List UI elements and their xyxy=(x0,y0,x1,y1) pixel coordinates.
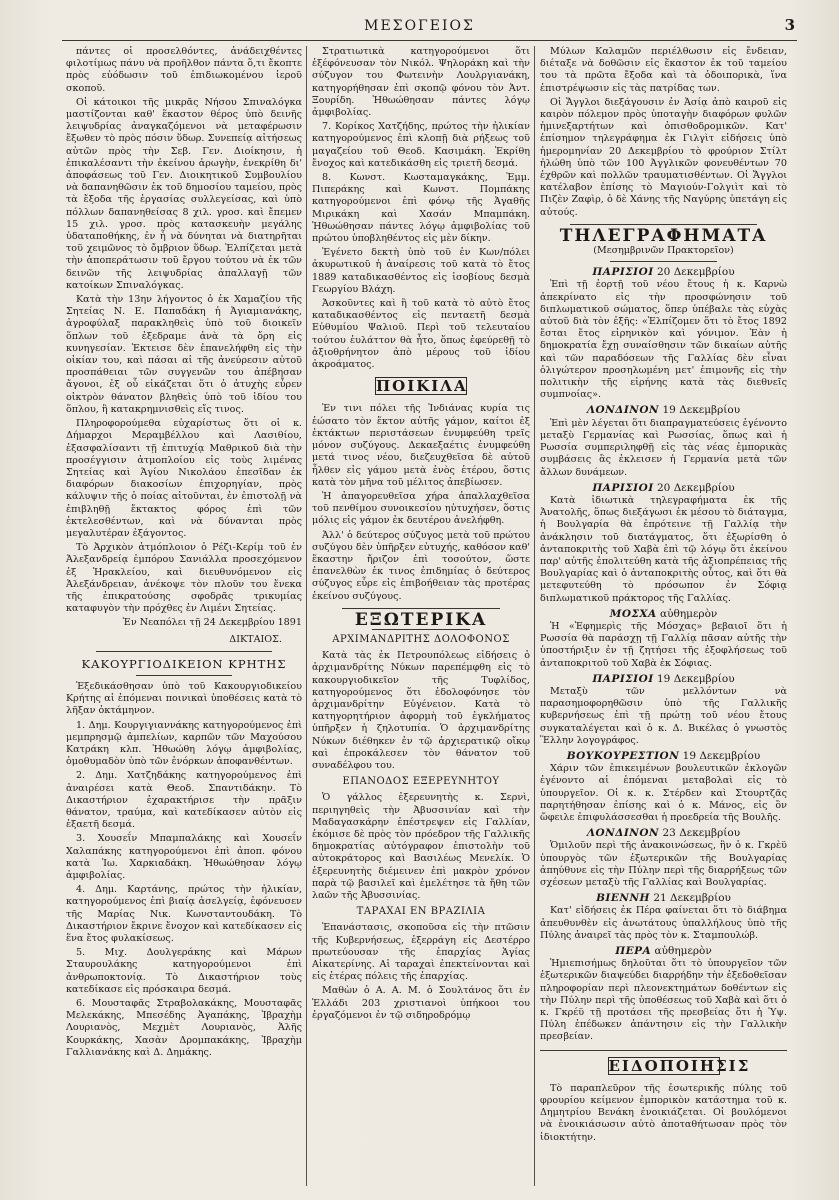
paragraph: 3. Χουσεΐν Μπαμπαλάκης καὶ Χουσεΐν Χαλαπάκης κατηγορούμενοι ἐπὶ ἀποπ. φόνου κατὰ Ἰω. Χαρκιαδάκη. Ἠθωώθησαν λόγῳ ἀμφιβολίας. xyxy=(66,833,302,881)
telegram-dateline xyxy=(540,482,787,494)
brazil-article xyxy=(312,922,530,1022)
paragraph: Ἡ ἀπαγορευθεῖσα χήρα ἀπαλλαχθεῖσα τοῦ πενθίμου συνοικεσίου ηὐτυχήσεν, ὅστις μόλις εἰς γάμον ἐκ δευτέρου ἀνελήφθη. xyxy=(312,490,530,527)
paragraph: Ἐξεδικάσθησαν ὑπὸ τοῦ Κακουργιοδικείου Κρήτης αἱ ἑπόμεναι ποινικαὶ ὑποθέσεις κατὰ τὸ λῆξαν ὀκτάμηνον. xyxy=(66,680,302,717)
headline-brazil: ΤΑΡΑΧΑΙ ΕΝ ΒΡΑΖΙΛΙΑ xyxy=(356,906,486,918)
column-divider xyxy=(534,46,535,1186)
paragraph: πάντες οἱ προσελθόντες, ἀνάδειχθέντες φιλοτίμως πάνυ νὰ προῆλθον πάντα ὅ,τι ἔκοπτε πρὸς εὐόδωσιν τοῦ ἐπιδιωκομένου ἱεροῦ σκοποῦ. xyxy=(66,46,302,94)
headline-archimandrite: ΑΡΧΙΜΑΝΔΡΙΤΗΣ ΔΟΛΟΦΟΝΟΣ xyxy=(332,633,510,645)
signature: ΔΙΚΤΑΙΟΣ. xyxy=(229,633,282,645)
page-number: 3 xyxy=(784,16,795,34)
telegram-city: ΠΑΡΙΣΙΟΙ xyxy=(592,672,654,685)
section-title-court: ΚΑΚΟΥΡΓΙΟΔΙΚΕΙΟΝ ΚΡΗΤΗΣ xyxy=(81,656,287,671)
dateline-neapolis: Ἐν Νεαπόλει τῇ 24 Δεκεμβρίου 1891 xyxy=(122,617,302,629)
paragraph: Στρατιωτικὰ κατηγορούμενοι ὅτι ἐξέφόνευσαν τὸν Νικόλ. Ψηλοράκη καὶ τὴν σύζυγον του Φωτεινὴν Λουλργιανάκη, κατηγορήθησαν ἐπὶ σκοπῷ φόνου τὸν Ἀντ. Ξουρίδη. Ἠθωώθησαν πάντες λόγῳ ἀμφιβολίας. xyxy=(312,46,530,119)
divider xyxy=(610,261,717,262)
paragraph: Μύλων Καλαμῶν περιέλθωσιν εἰς ἔνδειαν, διέταξε νὰ δοθῶσιν εἰς ἕκαστον ἐκ τοῦ ταμείου του τὰ πρῶτα ἔξοδα καὶ τὰ ὁδοιπορικὰ, ἵνα ἐπιστρέψωσιν εἰς τὰς πατρίδας των. xyxy=(540,46,787,94)
court-cases-continued xyxy=(312,46,530,371)
column-divider xyxy=(306,46,307,1186)
local-news xyxy=(66,46,302,615)
section-title-foreign: ΕΞΩΤΕΡΙΚΑ xyxy=(354,609,488,630)
masthead xyxy=(0,18,839,40)
telegram-text: Ἡ «Ἐφημερὶς τῆς Μόσχας» βεβαιοῖ ὅτι ἡ Ρωσσία θὰ παράσχῃ τῇ Γαλλίᾳ πᾶσαν αὐτῆς τὴν ὑποστήριξιν ἐν τῇ ζητήσει τῆς ἐξοφλήσεως τοῦ ἀνταποκριτοῦ τοῦ Χαβὰ ἐκ Σόφιας. xyxy=(540,620,787,669)
paragraph: Μαθὼν ὁ Α. Α. Μ. ὁ Σουλτάνος ὅτι ἐν Ἑλλάδι 203 χριστιανοὶ ὑπήκοοι του ἐργαζόμενοι ἐν τῷ σιδηροδρόμῳ xyxy=(312,985,530,1021)
telegram-city: ΠΕΡΑ xyxy=(615,945,652,958)
telegram-date: 19 Δεκεμβρίου xyxy=(682,749,761,762)
court-cases xyxy=(66,681,302,1059)
telegram-text: Κατ' εἰδήσεις ἐκ Πέρα φαίνεται ὅτι τὸ διάβημα ἀπευθυνθὲν εἰς ἀνωτάτους ὑπαλλήλους ὑπὸ τῆς Πύλης ἀναιρεῖ τὰς πρὸς τὸν κ. Σταμπουλώβ. xyxy=(540,905,787,941)
column-3 xyxy=(540,46,787,1186)
paragraph: Κατὰ τὴν 13ην λήγοντος ὁ ἐκ Χαμαζίου τῆς Σητείας Ν. Ε. Παπαδάκη ἡ Ἀγιαμιανάκης, ἀγροφύλαξ παρακληθεὶς ὑπὸ τοῦ διοικεῖν ὅπλων τοῦ ἐξεδραμε ἀνὰ τὰ ὄρη εἰς κυνηγεσίαν. Ἐκτεισε δὲν ἐπανελήφθη εἰς τὴν οἰκίαν του, καὶ πάσαι αἱ τῆς ἀνεύρεσιν αὐτοῦ προσπάθειαι τῶν συγγενῶν του ἀπέβησαν ἄγονοι, ἐξ οὗ εἰκάζεται ὅτι ὁ ἀτυχὴς εὗρεν οἰκτρὸν θάνατον βληθεὶς ὑπὸ τοῦ ἰδίου του ὅπλου, ἢ κατακρημνισθεὶς εἴς τινος. xyxy=(66,294,302,415)
telegram-date: 20 Δεκεμβρίου xyxy=(657,481,735,494)
divider xyxy=(96,651,272,652)
paragraph: Ἐγένετο δεκτὴ ὑπὸ τοῦ ἐν Κων/πόλει ἀκυρωτικοῦ ἡ ἀναίρεσις τοῦ κατὰ τὸ ἔτος 1889 καταδικασθέντος εἰς ἰσοβίους δεσμὰ Γεωργίου Βλάχη. xyxy=(312,247,530,295)
telegram-city: ΒΙΕΝΝΗ xyxy=(596,892,650,905)
section-title-telegrams: ΤΗΛΕΓΡΑΦΗΜΑΤΑ xyxy=(559,225,768,246)
headline-explorer: ΕΠΑΝΟΔΟΣ ΕΞΕΡΕΥΝΗΤΟΥ xyxy=(342,776,500,788)
section-title-miscellany: ΠΟΙΚΙΛΑ xyxy=(376,377,468,396)
telegram-reports xyxy=(540,266,787,1043)
telegram-date: 21 Δεκεμβρίου xyxy=(653,892,731,905)
paragraph: 1. Δημ. Κουργιγιαννάκης κατηγορούμενος ἐπὶ μεμπρησμῷ ἀμπελίων, καρπῶν τῶν Μαχούσου Κατράκη κλπ. Ἠθωώθη λόγῳ ἀμφιβολίας, ὁμοθυμαδὸν ὑπὸ τῶν ἐνόρκων ἀποφανθέντων. xyxy=(66,719,302,768)
archimandrite-article xyxy=(312,650,530,772)
paragraph: 5. Μιχ. Δουλγεράκης καὶ Μάρων Σταυρουλάκης κατηγορούμενοι ἐπὶ ἀνθρωποκτονίᾳ. Τὸ Δικαστήριον τοὺς κατεδίκασε εἰς πρόσκαιρα δεσμά. xyxy=(66,947,302,995)
paragraph: 6. Μουσταφᾶς Στραβολακάκης, Μουσταφᾶς Μελεκάκης, Μπεσέδης Ἀγαπάκης, Ἰβραχὴμ Λουριανὸς, Μεχμὲτ Λουριανὸς, Ἀλῆς Κουρκάκης, Χασὰν Δρομπακάκης, Ἰβραχὴμ Γαλλιανάκης καὶ Δ. Δημάκης. xyxy=(66,998,302,1058)
section-title-notice: ΕΙΔΟΠΟΙΗΣΙΣ xyxy=(608,1056,751,1075)
divider xyxy=(342,608,500,609)
telegram-city: ΛΟΝΔΙΝΟΝ xyxy=(586,827,660,840)
telegram-text: Ἐπὶ μὲν λέγεται ὅτι διαπραγματεύσεις ἐγένοντο μεταξὺ Γερμανίας καὶ Ρωσσίας, ὅπως καὶ ἡ Ρωσσία συμπεριληφθῇ εἰς τὰς νέας ἐμπορικὰς συμβάσεις ἃς ἐκλεισεν ἡ Γερμανία μετὰ τῶν ἄλλων δυνάμεων. xyxy=(540,417,787,478)
telegram-dateline xyxy=(540,608,787,620)
telegram-text: Ἐπὶ τῇ ἑορτῇ τοῦ νέου ἔτους ἡ κ. Καρνὼ ἀπεκρίνατο εἰς τὴν προσφώνησιν τοῦ διπλωματικοῦ σώματος, ὅπερ ὑπέβαλε τὰς εὐχὰς αὐτοῦ διὰ τὸν ἐξῆς: «Ἐλπίζομεν ὅτι τὸ ἔτος 1892 ἔσται ἔτος εἰρηνικὸν καὶ γόνιμον. Ἐὰν ἡ δημοκρατία ἔχῃ συναίσθησιν τῶν δικαίων αὐτῆς καὶ τῶν παραδόσεων τῆς Γαλλίας δὲν εἶναι ὀλιγώτερον προσηλωμένη μετ' ἐπιμονῆς εἰς τὴν πολιτικὴν τῆς εἰρήνης κατὰ τὰς διεθνεῖς συμπνοίας». xyxy=(540,279,787,401)
telegram-dateline xyxy=(540,945,787,957)
paragraph: Ἀσκοῦντες καὶ ἢ τοῦ κατὰ τὸ αὐτὸ ἔτος καταδικασθέντος εἰς πενταετῆ δεσμὰ Εὐθυμίου Ψαλιοῦ. Περὶ τοῦ τελευταίου τούτου ἐυλάττον θὰ ἦτο, ὅπως ἐφεύρεθῇ τὸ ἀξιοθρήνητον ἀπὸ μέρους τοῦ ἰδίου ἀκροάματος. xyxy=(312,298,530,371)
telegram-date: αὐθημερὸν xyxy=(654,945,712,958)
header-rule xyxy=(62,40,797,41)
telegram-text: Ἡμιεπισήμως δηλοῦται ὅτι τὸ ὑπουργεῖον τῶν ἐξωτερικῶν διαψεύδει διαρρήδην τὴν ἐξεδοθεῖσαν πληροφορίαν περὶ πλεονεκτημάτων δοθέντων εἰς τὴν Πύλην περὶ τῆς ὑποθέσεως τοῦ Χαβὰ καὶ ὅτι ὁ κ. Γκρέϋ τῇ προτάσει τῆς πρεσβείας ὅτι ἡ Ὑψ. Πύλη ἐπέδωκεν ἀπάντησιν εἰς τὴν Γαλλικὴν πρεσβείαν. xyxy=(540,958,787,1043)
divider xyxy=(136,675,232,676)
foreign-notes xyxy=(540,46,787,219)
telegram-dateline xyxy=(540,827,787,839)
telegram-city: ΒΟΥΚΟΥΡΕΣΤΙΟΝ xyxy=(566,749,680,762)
column-2 xyxy=(312,46,530,1186)
telegram-text: Ὁμιλοῦν περὶ τῆς ἀνακοινώσεως, ἣν ὁ κ. Γκρὲϋ ὑπουργὸς τῶν ἐξωτερικῶν τῆς Βουλγαρίας ἀπηύθυνε εἰς τὴν Πύλην περὶ τῆς διαρρήξεως τῶν σχέσεων μεταξὺ τῆς Γαλλίας καὶ Βουλγαρίας. xyxy=(540,840,787,888)
explorer-article xyxy=(312,792,530,902)
telegram-dateline xyxy=(540,892,787,904)
paragraph: 8. Κωνστ. Κωσταμαγκάκης, Ἐμμ. Πιπεράκης καὶ Κωνστ. Πομπάκης κατηγορούμενοι ἐπὶ φόνῳ τῆς Ἀγαθῆς Μιρικάκη καὶ Χασάν Μπαμπάκη. Ἠθωώθησαν πάντες λόγῳ ἀμφιβολίας τοῦ πρώτου ὑποβληθέντος εἰς μὲν δίκην. xyxy=(312,172,530,245)
telegram-text: Κατὰ ἰδιωτικὰ τηλεγραφήματα ἐκ τῆς Ἀνατολῆς, ὅπως διεξάγωσι ἐκ μέσου τὸ διάταγμα, ἡ Βουλγαρία θὰ ἐπρότεινε τῇ Γαλλίᾳ τὴν ἀνάκλησιν τοῦ διατάγματος, ὅτι ἐξωρίσθη ὁ ἀνταποκριτὴς τοῦ Χαβὰ ἐπὶ τῷ λόγῳ ὅτι ἐκείνου παρ' αὐτῆς ἐπολιτεύθη κατὰ τῆς ἀξιοπρέπειας τῆς Βουλγαρίας καὶ ὁ ἀνταποκριτὴς οὗτος, καὶ ὅτι θὰ μετεφυτεύθη τὸ πρόσωπον ἐν Σόφιᾳ διπλωματικοῦ πράκτορος τῆς Γαλλίας. xyxy=(540,494,787,604)
paragraph: Οἱ Ἄγγλοι διεξάγουσιν ἐν Ἀσίᾳ ἀπὸ καιροῦ εἰς καιρὸν πόλεμον πρὸς ὑποταγὴν διαφόρων φυλῶν ἡμινεξαρτήτων καὶ ὁπισθοδρομικῶν. Κατ' ἐπίσημον τηλεγράφημα ἐκ Γιλγὶτ εἰδήσεις ὑπὸ ἡμερομηνίαν 20 Δεκεμβρίου τὸ φρούριον Στίλτ ἠλώθη ὑπὸ τῶν 100 Ἀγγλικῶν φονευθέντων 70 ἐχθρῶν καὶ πολλῶν τραυματισθέντων. Οἱ Ἄγγλοι κατέλαβον ἐπίσης τὸ Μαγιούν-Γολγιὶτ καὶ τὸ Πιζὲν Ζαφὶρ, ὁ δὲ Χάνης τῆς Ναγύρης ὑπετάγη εἰς αὐτούς. xyxy=(540,96,787,218)
telegram-dateline xyxy=(540,750,787,762)
paragraph: Ἐπανάστασις, σκοποῦσα εἰς τὴν πτῶσιν τῆς Κυβερνήσεως, ἐξερράγη εἰς Δεστέρρο πρωτεύουσαν τῆς ἐπαρχίας Ἁγίας Αἰκατερίνης. Αἱ ταραχαὶ ἐπεκτείνονται καὶ εἰς ἑτέρας πόλεις τῆς ἐπαρχίας. xyxy=(312,922,530,983)
paragraph: 4. Δημ. Καρτάνης, πρώτος τὴν ἠλικίαν, κατηγορούμενος ἐπὶ βιαίᾳ ἀσελγείᾳ, ἐφόνευσεν τῆς Μαρίας Νικ. Κωνσταντουδάκη. Τὸ Δικαστήριον ἔκρινε ἔνοχον καὶ κατεδίκασεν εἰς ἕνα ἔτος φυλακίσεως. xyxy=(66,884,302,945)
telegram-dateline xyxy=(540,404,787,416)
paragraph: Πληροφορούμεθα εὐχαρίστως ὅτι οἱ κ. Δήμαρχοι Μεραμβέλλου καὶ Λασιθίου, ἐξασφαλίσαντι τῇ ἐπιτυχίᾳ Μαθρικοῦ διὰ τὴν προσέγγισιν ἀτμοπλοίου εἰς τοὺς λιμένας Σητείας καὶ Ἁγίου Νικολάου ἐπεσῖδαν ἐκ διαφόρων διακοσίων ἐπιχορηγίαν, πρὸς κάλυψιν τῆς ὁ ποίας αἰτοῦνται, ἐν ἐπιστολῇ νὰ ἐπιβληθῇ ἔκτακτος φόρος ἐπὶ τῶν ἐκτελεσθέντων, καὶ νὰ δύνανται πρὸς μεγαλυτέραν ἐξάγοντος. xyxy=(66,418,302,539)
telegram-date: 20 Δεκεμβρίου xyxy=(657,266,735,279)
notice-text: Τὸ παραπλεῦρον τῆς ἐσωτερικῆς πύλης τοῦ φρουρίου κείμενον ἐμπορικὸν κατάστημα τοῦ κ. Δημητρίου Βενάκη ἐνοικιάζεται. Οἱ βουλόμενοι νὰ ἐνοικιάσωσιν αὐτὸ ἀποταθήτωσαν πρὸς τὸν ἰδιοκτήτην. xyxy=(540,1082,787,1143)
paragraph: 2. Δημ. Χατζηδάκης κατηγορούμενος ἐπὶ ἀναιρέσει κατὰ Θεοδ. Σπαντιδάκην. Τὸ Δικαστήριον ἐχαρακτήρισε τὴν πρᾶξιν θάνατον, τραύμα, καὶ κατεδίκασεν αὐτὸν εἰς ἑξαετῆ δεσμά. xyxy=(66,770,302,831)
paragraph: Κατὰ τὰς ἐκ Πετρουπόλεως εἰδήσεις ὁ ἀρχιμανδρίτης Νύκων παρεπέμφθη εἰς τὸ κακουργιοδικεῖον τῆς Τυφλίδος, κατηγορούμενος ὅτι ἐδολοφόνησε τὸν ἀρχιμανδρίτην Εὐγένειον. Κατὰ τὸ κατηγορητήριον ἀφορμὴ τοῦ ἐγκλήματος ὑπῆρξεν ἡ ζηλοτυπία. Ὁ ἀρχιμανδρίτης Νύκων διέθηκεν ἐν τῷ ἀρχιερατικῷ οἴκῳ καὶ ἐπροκάλεσεν τὸν θάνατον τοῦ συναδέλφου του. xyxy=(312,650,530,771)
section-subtitle-agency: (Μεσημβρινῶν Πρακτορεῖον) xyxy=(593,245,734,257)
telegram-date: αὐθημερὸν xyxy=(660,607,718,620)
paragraph: Οἱ κάτοικοι τῆς μικρᾶς Νήσου Σπιναλόγκα μαστίζονται καθ' ἕκαστον θέρος ὑπὸ δεινῆς λειψυδρίας ἀναγκαζόμενοι νὰ μεταφέρωσιν ἔξωθεν τὸ πρὸς πόσιν ὕδωρ. Συνεπείᾳ αἰτήσεως αὐτῶν πρὸς τὴν Σεβ. Γεν. Διοίκησιν, ἡ ἐπικαλέσαντι τὴν ἐκείνου ἀρωγὴν, ἐνεκρίθη δι' ἀποφάσεως τοῦ Γεν. Διοικητικοῦ Συμβουλίου νὰ δαπανηθῶσιν ἐκ τοῦ δημοσίου ταμείου, πρὸς τὰ ἔξοδα τῆς ἐργασίας συλλεγείσας, καὶ ὑπὸ πόλλων δαπανηθείσας 8 χιλ. γροσ. καὶ ἔπεμεν 15 χιλ. γροσ. πρὸς κατασκευὴν μεγάλης ὑδαταποθήκης, ἐν ἧ νὰ δύνηται νὰ διατηρῆται τοῦ χειμῶνος τὸ ὄμβριον ὕδωρ. Ἐλπίζεται μετὰ τὴν ἀποπεράτωσιν τοῦ ἔργου τούτου νὰ ἐκ τῶν δεινῶν τῆς λειψυδρίας ἀπαλλαγῇ τῶν κατοίκων Σπιναλόγκας. xyxy=(66,96,302,291)
column-1 xyxy=(66,46,302,1186)
telegram-date: 19 Δεκεμβρίου xyxy=(662,404,741,417)
newspaper-title: ΜΕΣΟΓΕΙΟΣ xyxy=(364,18,475,34)
telegram-text: Χάριν τῶν ἐπικειμένων βουλευτικῶν ἐκλογῶν ἐγένοντο αἱ ἑπόμεναι μεταβολαὶ εἰς τὸ ὑπουργεῖον. Οἱ κ. κ. Στέρδεν καὶ Στουρτζᾶς παρητήθησαν ἐπίσης καὶ ὁ κ. Μάνος, εἰς ὃν ὤφειλε ἐπιφυλάσσεσθαι ἡ προεδρεία τῆς Βουλῆς. xyxy=(540,763,787,823)
paragraph: Ὁ γάλλος ἐξερευνητὴς κ. Σερνὶ, περιηγηθεὶς τὴν Ἀβυσσινίαν καὶ τὴν Μαδαγασκάρην ἐπέστρεψεν εἰς Γαλλίαν, ἐκόμισε δὲ πρὸς τὸν πρόεδρον τῆς Γαλλικῆς δημοκρατίας αὐτόγραφον ἐπιστολὴν τοῦ αὐτοκράτορος καὶ Βασιλέως Μενελίκ. Ὁ ἐξερευνητὴς διέμεινεν ἐπὶ μακρὸν χρόνον παρὰ τῷ βασιλεῖ καὶ ἐμελέτησε τὰ ἤθη τῶν λαῶν τῆς Ἀβυσσινίας. xyxy=(312,792,530,901)
telegram-date: 23 Δεκεμβρίου xyxy=(662,827,741,840)
telegram-city: ΜΟΣΧΑ xyxy=(609,607,657,620)
paragraph: Τὸ Ἀρχικὸν ἀτμόπλοιον ὁ Ρέζι-Κερίμ τοῦ ἐν Ἀλεξανδρείᾳ ἐμπόρου Σανιάλλα προσεχόμενον ἐξ Ἡρακλείου, καὶ διευθυνόμενον εἰς Ἀλεξάνδρειαν, ἀνέκοψε τὸν πλοῦν του ἕνεκα τῆς ἐπικρατούσης σφοδρᾶς τρικυμίας καταφυγὸν τὴν πρόχθες ἐν Λιμένι Σητείας. xyxy=(66,542,302,615)
paragraph: 7. Κορίκος Χατζήδης, πρώτος τὴν ἠλικίαν κατηγορούμενος ἐπὶ κλοπῇ διὰ ρήξεως τοῦ μαγαζείου τοῦ Θεοδ. Κασιμάκη. Ἐκρίθη ἔνοχος καὶ κατεδικάσθη εἰς τριετῆ δεσμά. xyxy=(312,121,530,169)
telegram-text: Μεταξὺ τῶν μελλόντων νὰ παρασημοφορηθῶσιν ὑπὸ τῆς Γαλλικῆς κυβερνήσεως ἐπὶ τῇ πρώτῃ τοῦ νέου ἔτους συγκαταλέγεται καὶ ὁ κ. Δ. Βικέλας ὁ γνωστὸς Ἕλλην λογογράφος. xyxy=(540,685,787,746)
telegram-dateline xyxy=(540,266,787,278)
miscellany-news xyxy=(312,403,530,602)
paragraph: Ἀλλ' ὁ δεύτερος σύζυγος μετὰ τοῦ πρώτου συζύγου δὲν ὑπῆρξεν εὐτυχής, καθόσον καθ' ἕκαστην ἤριζον ἐπὶ τοσούτον, ὥστε ἐπανελθὼν ἐκ τινος ἐπιδημίας ὁ δεύτερος σύζυγος εὗρε εἰς ἐπιβοήθειαν τὰς προτέρας ἐκείνου συζύγους. xyxy=(312,529,530,602)
telegram-dateline xyxy=(540,673,787,685)
divider xyxy=(570,224,757,225)
telegram-date: 19 Δεκεμβρίου xyxy=(657,672,735,685)
telegram-city: ΠΑΡΙΣΙΟΙ xyxy=(592,481,654,494)
divider xyxy=(540,1050,787,1051)
telegram-city: ΛΟΝΔΙΝΟΝ xyxy=(586,404,660,417)
paragraph: Ἐν τινι πόλει τῆς Ἰνδιάνας κυρία τις ἐώσατο τὸν ἕκτον αὐτῆς γάμον, καίτοι ἐξ ἐκτάκτων περιστάσεων ἐνυμφεύθη τρεῖς μόνον συζύγους. Δεκαεξαέτις ἐνυμφεύθη μετά τινος νέου, διεζευχθεῖσα δὲ αὐτοῦ ἦλθεν εἰς γάμου μετὰ ἑνὸς ἑτέρου, ὅστις κατὰ τὸν μῆνα τοῦ μέλιτος ἀπεβίωσεν. xyxy=(312,403,530,488)
telegram-city: ΠΑΡΙΣΙΟΙ xyxy=(592,266,654,279)
